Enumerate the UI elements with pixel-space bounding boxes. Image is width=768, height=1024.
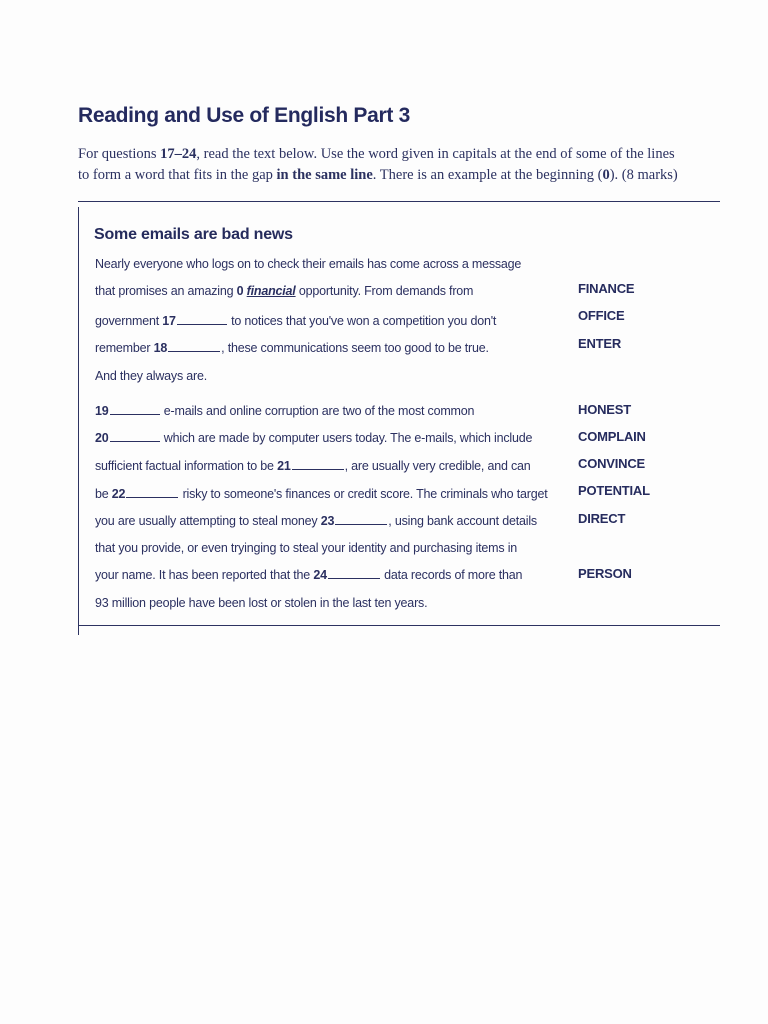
answer-gap-23[interactable] [335,514,387,525]
gap-number: 17 [162,314,176,328]
keyword-enter: ENTER [578,336,622,351]
example-number: 0 [602,167,610,183]
passage-line [95,459,531,473]
gap-number: 18 [153,341,168,355]
passage-line [95,568,522,582]
instructions-text: . There is an example at the beginning ( [372,167,603,183]
keyword-complain: COMPLAIN [578,429,646,444]
line-text: data records of more than [380,568,523,582]
instructions-text: to form a word that fits in the gap [78,167,277,183]
line-text: that promises an amazing [95,284,237,298]
answer-gap-20[interactable] [110,431,160,442]
answer-gap-24[interactable] [328,568,380,579]
line-text: opportunity. From demands from [295,284,474,298]
answer-gap-19[interactable] [110,404,160,415]
answer-gap-21[interactable] [292,459,344,470]
gap-number: 24 [313,568,327,582]
gap-number: 20 [95,431,109,445]
gap-number: 19 [95,404,109,418]
line-text: e-mails and online corruption are two of the most common [160,404,475,418]
passage-line [95,404,474,418]
keyword-person: PERSON [578,566,632,581]
line-text: 93 million people have been lost or stolen in the last ten years. [95,596,428,610]
gap-number: 21 [277,459,291,473]
line-text: government [95,314,163,328]
box-top-rule [78,201,720,202]
passage-line [95,541,517,555]
line-text: be [95,487,112,501]
line-text: you are usually attempting to steal money [95,514,321,528]
box-bottom-rule [78,625,720,626]
instructions-text: , read the text below. Use the word given in capitals at the end of some of the lines [196,146,675,162]
answer-gap-17[interactable] [177,314,227,325]
line-text: Nearly everyone who logs on to check their emails has come across a message [95,257,522,271]
line-text: which are made by computer users today. The e-mails, which include [160,431,533,445]
keyword-potential: POTENTIAL [578,483,650,498]
passage-line [95,341,489,355]
passage-line [95,257,521,271]
section-heading: Reading and Use of English Part 3 [78,104,410,127]
same-line-emphasis: in the same line [276,167,373,183]
passage-line [95,369,207,383]
line-text: , using bank account details [388,514,537,528]
passage-line [95,314,496,328]
passage-line [95,596,427,610]
keyword-direct: DIRECT [578,511,626,526]
answer-gap-22[interactable] [126,487,178,498]
line-text: risky to someone's finances or credit score. The criminals who target [179,487,548,501]
box-left-rule [78,207,79,635]
gap-number: 0 [236,284,244,298]
line-text: , are usually very credible, and can [344,459,531,473]
passage-line [95,284,473,298]
passage-line [95,431,532,445]
passage-line [95,487,547,501]
line-text: , these communications seem too good to be true. [221,341,489,355]
gap-number: 22 [111,487,126,501]
keyword-convince: CONVINCE [578,456,646,471]
line-text: to notices that you've won a competition you don't [227,314,497,328]
passage-line [95,514,537,528]
line-text: And they always are. [95,369,208,383]
line-text: remember [95,341,154,355]
line-text: your name. It has been reported that the [95,568,314,582]
instructions-text: For questions [78,146,161,162]
keyword-office: OFFICE [578,308,625,323]
keyword-honest: HONEST [578,402,631,417]
task-instructions [78,144,678,186]
instructions-text: ). (8 marks) [609,167,678,183]
gap-number: 23 [320,514,335,528]
line-text: sufficient factual information to be [95,459,278,473]
question-range: 17–24 [160,146,197,162]
keyword-finance: FINANCE [578,281,635,296]
line-text: that you provide, or even tryinging to steal your identity and purchasing items in [95,541,518,555]
answer-gap-18[interactable] [168,341,220,352]
passage-title: Some emails are bad news [94,226,293,243]
example-answer: financial [246,284,296,298]
